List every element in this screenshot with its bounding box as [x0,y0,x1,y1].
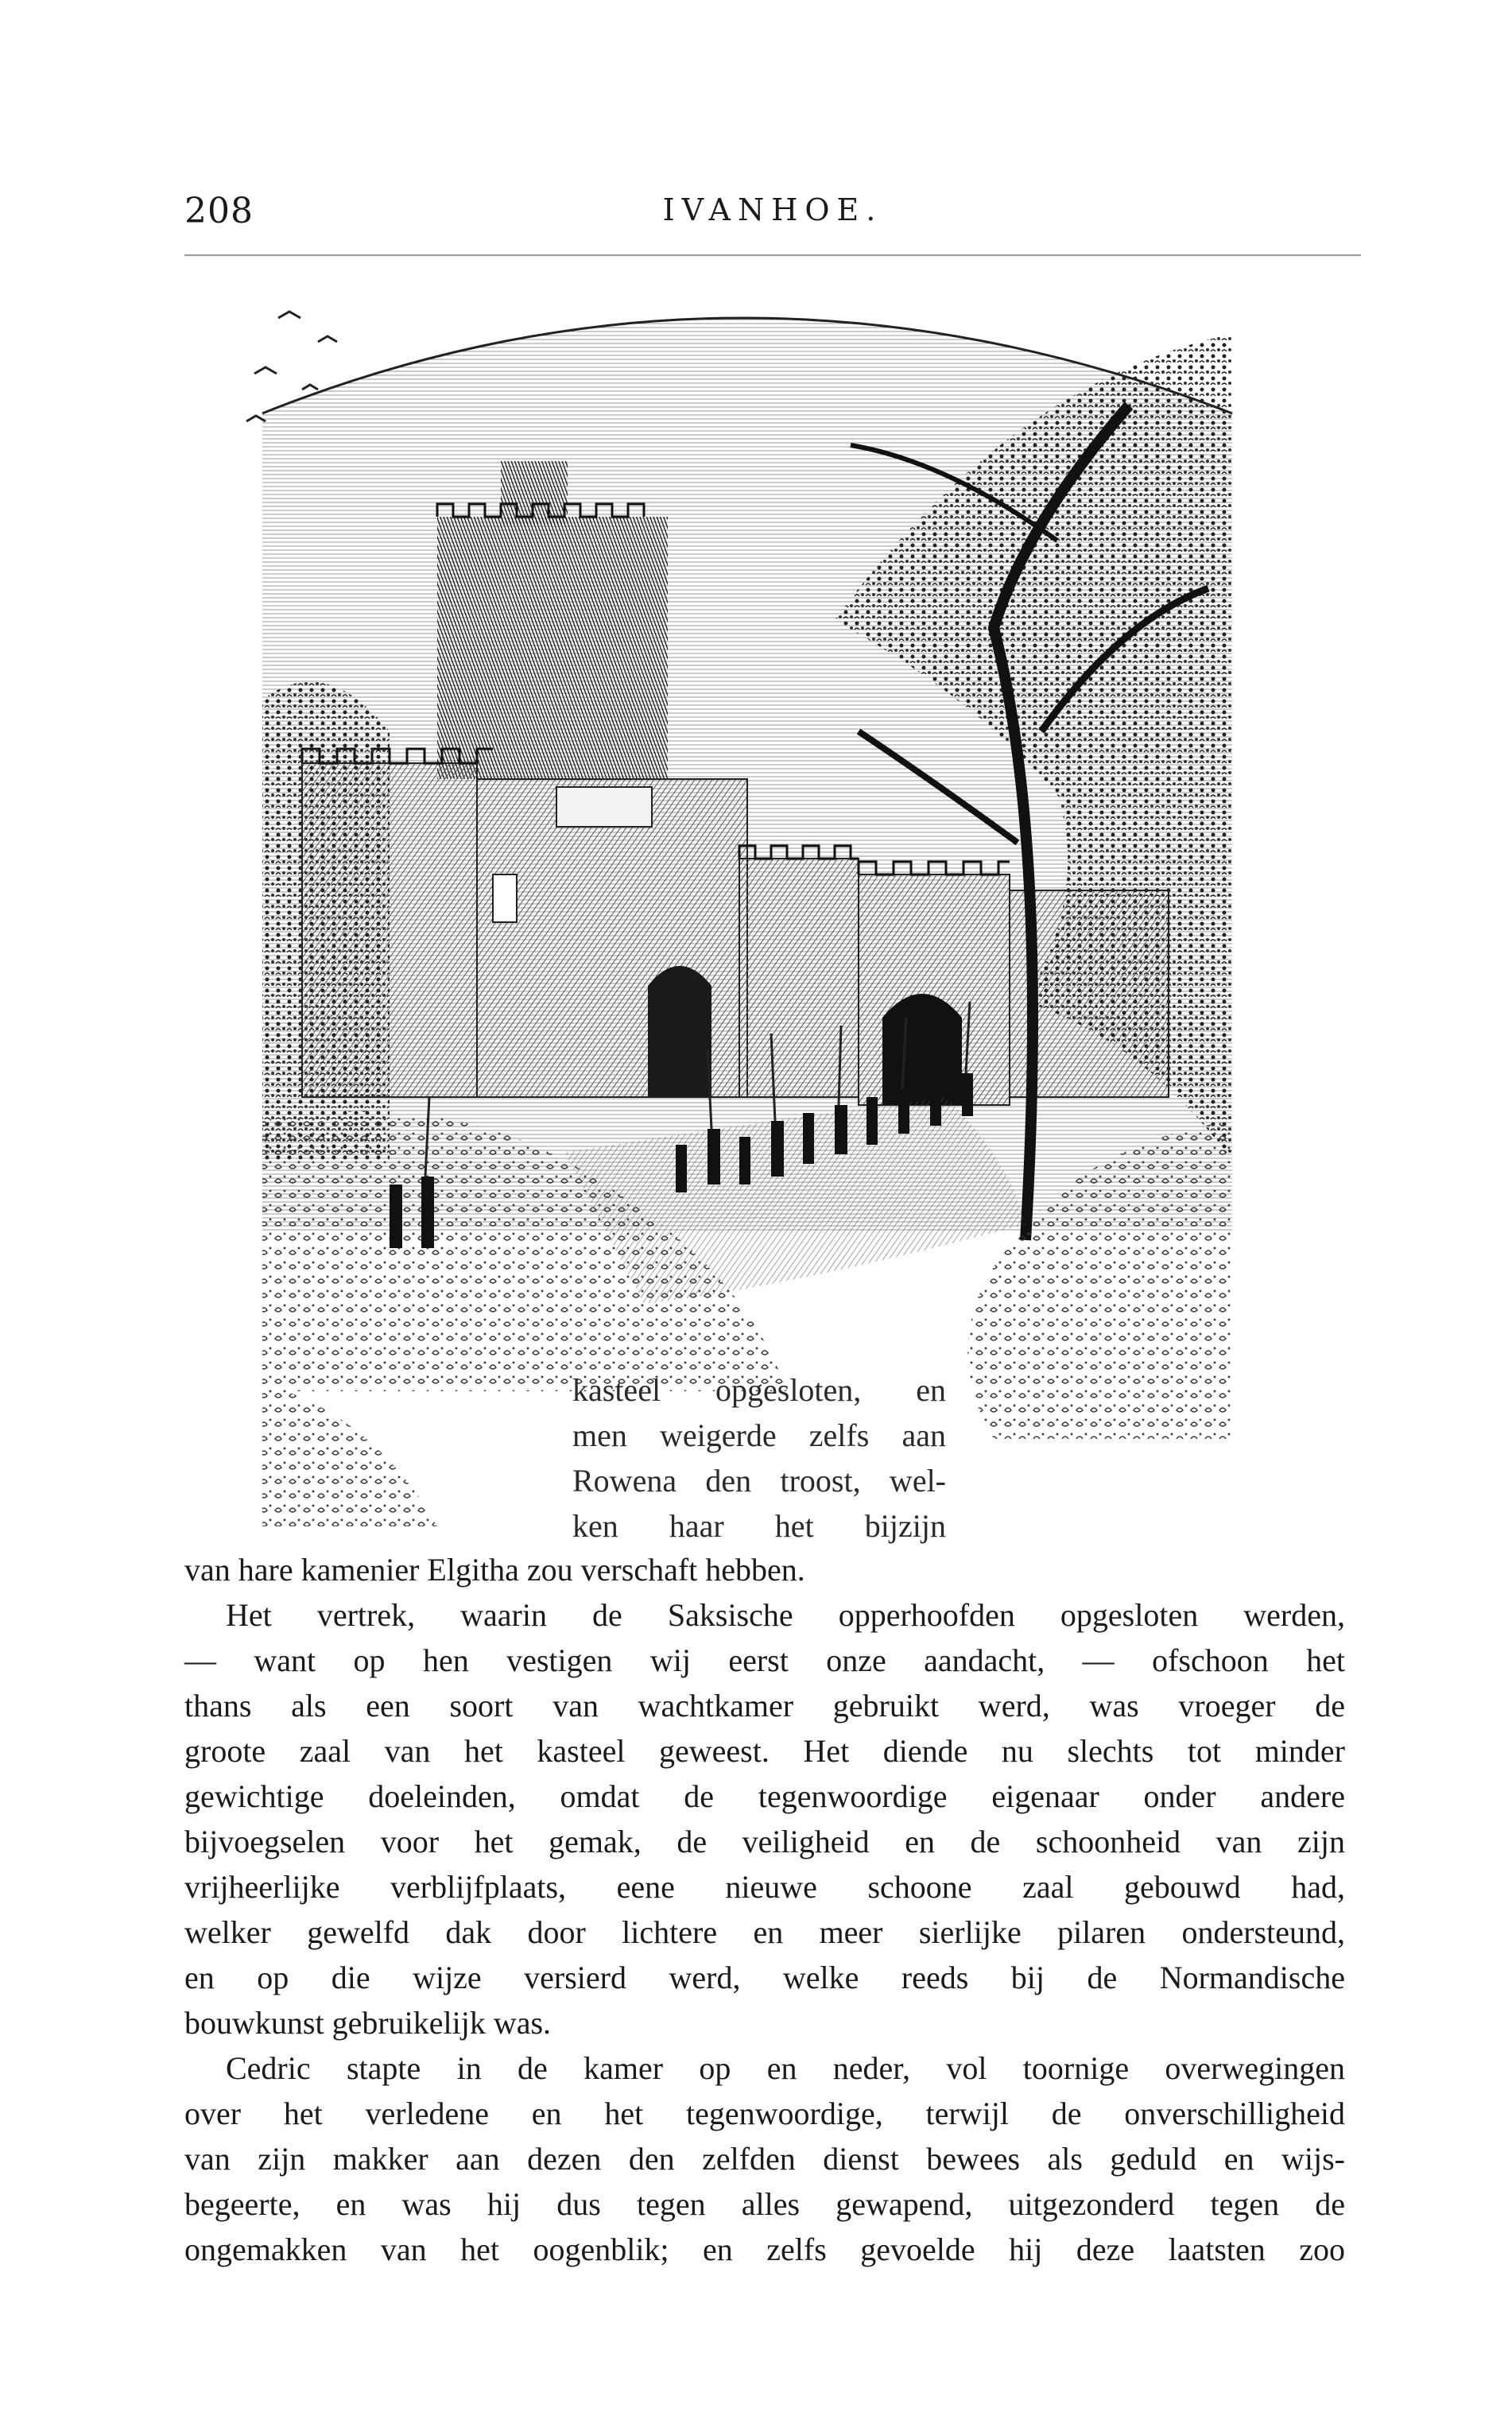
header-rule [184,254,1361,256]
inset-line: men weigerde zelfs aan [572,1417,946,1453]
running-title: IVANHOE. [662,192,883,227]
body-line: bijvoegselen voor het gemak, de veiligheid en de schoonheid van zijn [184,1824,1345,1859]
body-text [184,1547,1345,2272]
inset-line: ken haar het bijzijn [572,1508,946,1544]
inset-text-block [572,1367,946,1549]
body-line: vrijheerlijke verblijfplaats, eene nieuwe schoone zaal gebouwd had, [184,1869,1345,1905]
body-line: van hare kamenier Elgitha zou verschaft hebben. [184,1552,805,1588]
inset-line: Rowena den troost, wel- [572,1463,946,1499]
inset-line: kasteel opgesloten, en [572,1372,946,1408]
body-line: — want op hen vestigen wij eerst onze aandacht, — ofschoon het [184,1642,1345,1678]
body-line: over het verledene en het tegenwoordige, terwijl de onverschilligheid [184,2096,1345,2131]
paragraph-first-line: Cedric stapte in de kamer op en neder, vol toornige overwegingen [226,2050,1345,2086]
body-line: ongemakken van het oogenblik; en zelfs gevoelde hij deze laatsten zoo [184,2231,1345,2267]
paragraph-first-line: Het vertrek, waarin de Saksische opperhoofden opgesloten werden, [226,1597,1345,1633]
body-line: groote zaal van het kasteel geweest. Het diende nu slechts tot minder [184,1733,1345,1769]
body-line: begeerte, en was hij dus tegen alles gewapend, uitgezonderd tegen de [184,2186,1345,2222]
body-line: en op die wijze versierd werd, welke reeds bij de Normandische [184,1960,1345,1995]
body-line: bouwkunst gebruikelijk was. [184,2005,552,2041]
body-line: van zijn makker aan dezen den zelfden dienst bewees als geduld en wijs- [184,2141,1345,2177]
body-line: welker gewelfd dak door lichtere en meer sierlijke pilaren ondersteund, [184,1914,1345,1950]
page-header [184,191,1361,246]
body-line: gewichtige doeleinden, omdat de tegenwoordige eigenaar onder andere [184,1778,1345,1814]
body-line: thans als een soort van wachtkamer gebruikt werd, was vroeger de [184,1688,1345,1723]
page-number: 208 [184,191,254,231]
